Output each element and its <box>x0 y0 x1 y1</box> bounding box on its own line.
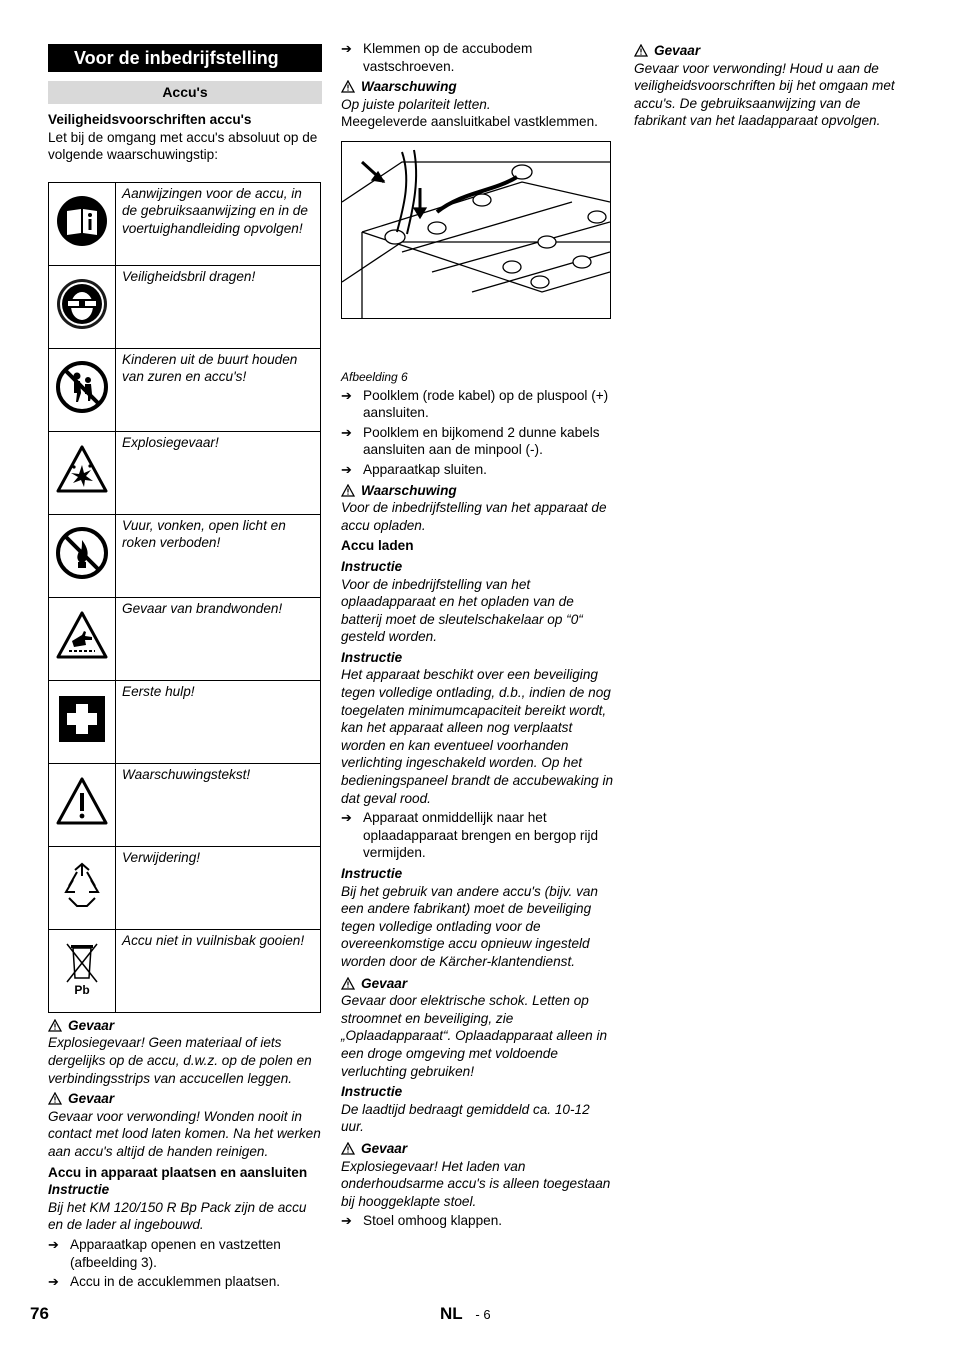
list-item: ➔ Apparaatkap openen en vastzetten (afbeelding 3). <box>48 1236 281 1270</box>
symbol-text: Accu niet in vuilnisbak gooien! <box>116 929 321 1012</box>
column-left <box>48 40 322 1291</box>
acid-burn-icon <box>49 597 116 680</box>
symbol-text: Veiligheidsbril dragen! <box>116 265 321 348</box>
safety-symbols-table <box>48 182 321 1013</box>
crossed-bin-pb-icon <box>49 929 116 1012</box>
safety-goggles-icon <box>49 265 116 348</box>
recycling-icon <box>49 846 116 929</box>
table-row <box>49 265 321 348</box>
list-item: ➔ Poolklem (rode kabel) op de pluspool (+) aansluiten. <box>341 387 609 421</box>
arrow-icon: ➔ <box>341 461 352 477</box>
sub-page-number: - 6 <box>475 1307 491 1322</box>
subsection-title: Accu's <box>48 81 322 104</box>
safety-intro: Let bij de omgang met accu's absoluut op de volgende waarschuwingstip: <box>48 129 318 163</box>
instruction-heading: Instructie <box>341 649 403 665</box>
warning-text: Voor de inbedrijfstelling van het apparaat de accu opladen. <box>341 500 607 533</box>
instruction-heading: Instructie <box>48 1182 110 1198</box>
column-middle <box>341 40 615 1230</box>
danger-heading: Gevaar <box>341 975 615 993</box>
danger-text: Explosiegevaar! Geen materiaal of iets dergelijks op de accu, d.w.z. op de polen en verbindingsstrips van accucellen leggen. <box>48 1035 312 1086</box>
table-row <box>49 680 321 763</box>
arrow-icon: ➔ <box>48 1274 59 1290</box>
warning-text: Op juiste polariteit letten. <box>341 96 491 112</box>
warning-heading: Waarschuwing <box>341 482 615 500</box>
explosion-hazard-icon <box>49 431 116 514</box>
instruction-text: De laadtijd bedraagt gemiddeld ca. 10-12 uur. <box>341 1101 590 1135</box>
keep-children-away-icon <box>49 348 116 431</box>
instruction-text: Bij het KM 120/150 R Bp Pack zijn de accu en de lader al ingebouwd. <box>48 1199 307 1233</box>
charge-heading: Accu laden <box>341 538 414 554</box>
list-item: ➔ Apparaatkap sluiten. <box>341 461 487 477</box>
instruction-text: Voor de inbedrijfstelling van het oplaadapparaat en het opladen van de batterij moet de sleutelschakelaar op “0“ gesteld worden. <box>341 576 583 645</box>
instruction-heading: Instructie <box>341 866 403 881</box>
footer-lang <box>440 1305 491 1324</box>
warning-icon <box>634 44 648 57</box>
warning-icon <box>48 1092 62 1105</box>
safety-heading: Veiligheidsvoorschriften accu's <box>48 112 252 127</box>
danger-text: Gevaar voor verwonding! Houd u aan de veiligheidsvoorschriften bij het omgaan met accu's. De gebruiksaanwijzing van de fabrikant van het laadapparaat opvolgen. <box>634 60 895 129</box>
instruction-text: Het apparaat beschikt over een beveiliging tegen volledige ontlading, d.b., indien de nog toegelaten minimumcapaciteit bereikt wordt, kan het apparaat alleen nog verplaatst worden en kan eventueel voorhanden verlichting ingeschakeld worden. Op het bedieningspaneel brandt de accubewaking in dat geval rood. <box>341 667 614 806</box>
instruction-heading: Instructie <box>341 558 403 574</box>
page-number: 76 <box>30 1304 49 1323</box>
list-item: ➔ Accu in de accuklemmen plaatsen. <box>48 1274 281 1290</box>
symbol-text: Aanwijzingen voor de accu, in de gebruiksaanwijzing en in de voertuighandleiding opvolgen! <box>116 182 321 265</box>
warning-triangle-icon <box>49 763 116 846</box>
warning-icon <box>341 484 355 497</box>
danger-text: Gevaar door elektrische schok. Letten op stroomnet en beveiliging, zie „Oplaadapparaat“. Oplaadapparaat alleen in een droge omgeving met voldoende verluchting gebruiken! <box>341 993 608 1079</box>
list-item: ➔ Klemmen op de accubodem vastschroeven. <box>341 41 533 74</box>
warning-icon <box>341 80 355 93</box>
table-row <box>49 431 321 514</box>
table-row <box>49 597 321 680</box>
warning-heading: Waarschuwing <box>341 78 615 96</box>
table-row <box>49 182 321 265</box>
figure-caption: Afbeelding 6 <box>341 369 408 384</box>
symbol-text: Waarschuwingstekst! <box>116 763 321 846</box>
danger-text: Explosiegevaar! Het laden van onderhoudsarme accu's is alleen toegestaan bij hooggeklapte stoel. <box>341 1158 611 1209</box>
table-row <box>49 846 321 929</box>
danger-heading: Gevaar <box>48 1090 322 1108</box>
arrow-icon: ➔ <box>48 1236 59 1252</box>
table-row <box>49 929 321 1012</box>
list-item: ➔ Stoel omhoog klappen. <box>341 1213 503 1229</box>
danger-heading: Gevaar <box>634 42 908 60</box>
arrow-icon: ➔ <box>341 1213 352 1229</box>
arrow-icon: ➔ <box>341 810 352 826</box>
danger-heading: Gevaar <box>48 1017 322 1035</box>
language-code: NL <box>440 1304 463 1323</box>
arrow-icon: ➔ <box>341 41 352 56</box>
instruction-text: Bij het gebruik van andere accu's (bijv. van een andere fabrikant) moet de beveiliging tegen volledige ontlading voor de overeenkomstige accu opnieuw ingesteld worden door de Kärcher-klantendienst. <box>341 883 598 969</box>
symbol-text: Kinderen uit de buurt houden van zuren en accu's! <box>116 348 321 431</box>
section-title: Voor de inbedrijfstelling <box>48 44 322 72</box>
no-fire-icon <box>49 514 116 597</box>
list-item: ➔ Poolklem en bijkomend 2 dunne kabels aansluiten aan de minpool (-). <box>341 424 600 458</box>
arrow-icon: ➔ <box>341 387 352 403</box>
warning-icon <box>48 1019 62 1032</box>
connect-text: Meegeleverde aansluitkabel vastklemmen. <box>341 114 598 130</box>
column-right <box>634 40 908 130</box>
arrow-icon: ➔ <box>341 424 352 440</box>
pb-label: Pb <box>74 983 90 998</box>
manual-info-icon <box>49 182 116 265</box>
warning-icon <box>341 977 355 990</box>
symbol-text: Vuur, vonken, open licht en roken verboden! <box>116 514 321 597</box>
symbol-text: Verwijdering! <box>116 846 321 929</box>
symbol-text: Eerste hulp! <box>116 680 321 763</box>
install-heading: Accu in apparaat plaatsen en aansluiten <box>48 1164 308 1180</box>
warning-icon <box>341 1142 355 1155</box>
table-row <box>49 763 321 846</box>
danger-heading: Gevaar <box>341 1140 615 1158</box>
instruction-heading: Instructie <box>341 1084 403 1100</box>
table-row <box>49 514 321 597</box>
battery-figure <box>341 141 611 319</box>
table-row <box>49 348 321 431</box>
list-item: ➔ Apparaat onmiddellijk naar het oplaadapparaat brengen en bergop rijd vermijden. <box>341 810 599 861</box>
danger-text: Gevaar voor verwonding! Wonden nooit in contact met lood laten komen. Na het werken aan accu's altijd de handen reinigen. <box>48 1108 321 1159</box>
symbol-text: Explosiegevaar! <box>116 431 321 514</box>
first-aid-icon <box>49 680 116 763</box>
symbol-text: Gevaar van brandwonden! <box>116 597 321 680</box>
